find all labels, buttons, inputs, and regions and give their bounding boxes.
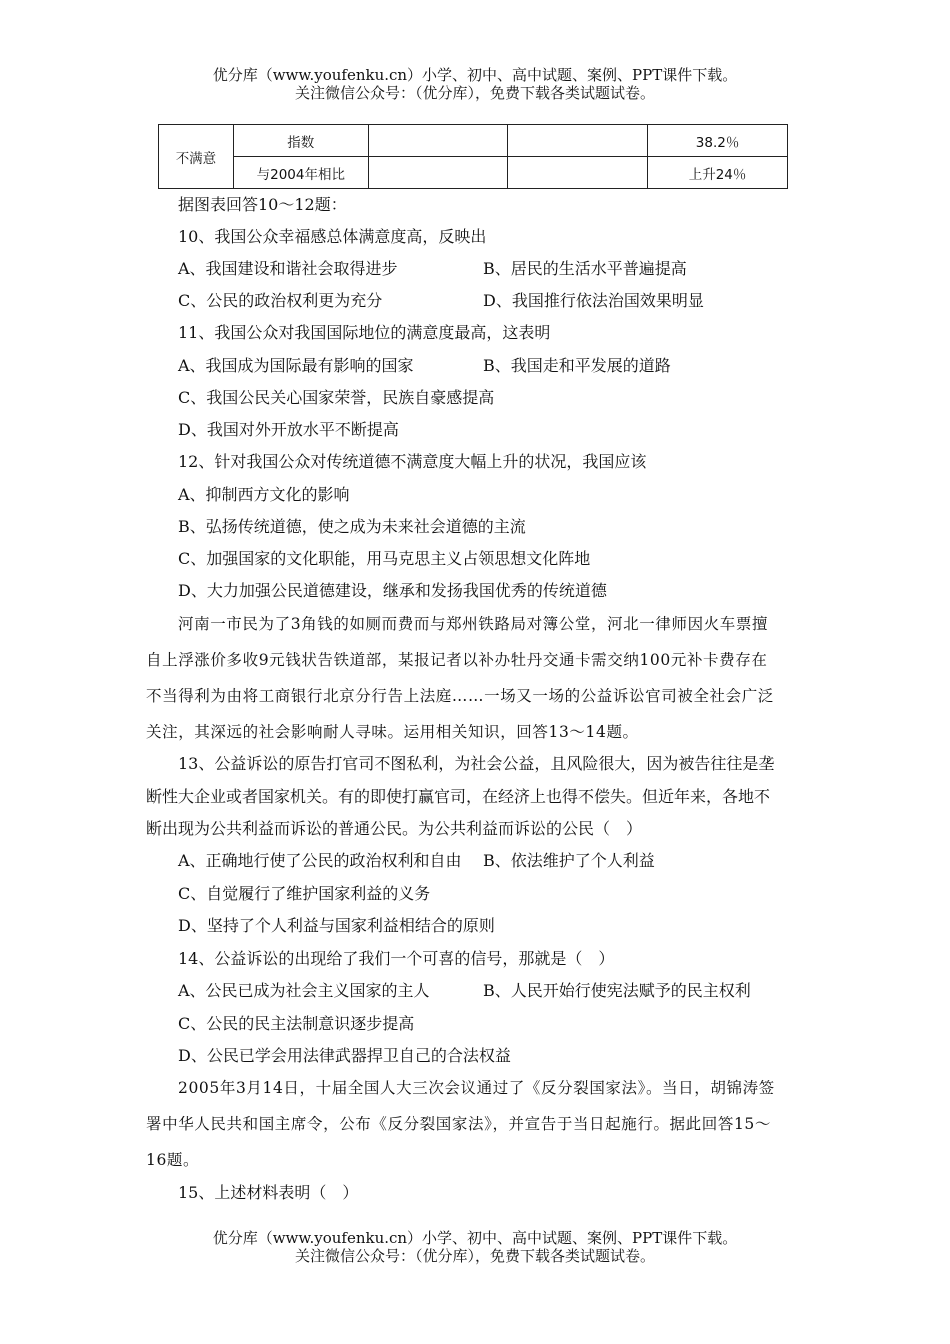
option-10b: B、居民的生活水平普遍提高 (483, 259, 687, 278)
header-line-1: 优分库（www.youfenku.cn）小学、初中、高中试题、案例、PPT课件下载。 (212, 66, 738, 84)
material-2-line-1: 2005年3月14日，十届全国人大三次会议通过了《反分裂国家法》。当日，胡锦涛签 (178, 1079, 775, 1097)
option-12d: D、大力加强公民道德建设，继承和发扬我国优秀的传统道德 (178, 581, 607, 600)
option-11b: B、我国走和平发展的道路 (483, 356, 671, 375)
question-15: 15、上述材料表明（ ） (178, 1183, 359, 1202)
footer-line-1: 优分库（www.youfenku.cn）小学、初中、高中试题、案例、PPT课件下载。 (212, 1229, 738, 1247)
material-1-line-1: 河南一市民为了3角钱的如厕而费而与郑州铁路局对簿公堂，河北一律师因火车票擅 (178, 615, 769, 633)
group-label-cell: 不满意 (159, 125, 234, 189)
table-row (159, 157, 788, 189)
question-10: 10、我国公众幸福感总体满意度高，反映出 (178, 227, 487, 246)
question-14: 14、公益诉讼的出现给了我们一个可喜的信号，那就是（ ） (178, 949, 615, 968)
value-cell: 上升24％ (648, 157, 788, 189)
empty-cell (368, 125, 508, 157)
page-header (0, 66, 950, 102)
option-12b: B、弘扬传统道德，使之成为未来社会道德的主流 (178, 517, 526, 536)
question-11: 11、我国公众对我国国际地位的满意度最高，这表明 (178, 323, 551, 342)
option-11a: A、我国成为国际最有影响的国家 (178, 356, 414, 375)
empty-cell (508, 157, 648, 189)
option-14c: C、公民的民主法制意识逐步提高 (178, 1014, 415, 1033)
question-13-line-2: 断性大企业或者国家机关。有的即使打赢官司，在经济上也得不偿失。但近年来，各地不 (146, 787, 771, 806)
option-10c: C、公民的政治权利更为充分 (178, 291, 383, 310)
material-2-line-3: 16题。 (146, 1151, 200, 1169)
option-13a: A、正确地行使了公民的政治权利和自由 (178, 851, 462, 870)
question-13-line-3: 断出现为公共利益而诉讼的普通公民。为公共利益而诉讼的公民（ ） (146, 819, 643, 838)
page-footer (0, 1229, 950, 1265)
footer-line-2: 关注微信公众号：（优分库），免费下载各类试题试卷。 (294, 1247, 655, 1265)
question-12: 12、针对我国公众对传统道德不满意度大幅上升的状况，我国应该 (178, 452, 647, 471)
option-14b: B、人民开始行使宪法赋予的民主权利 (483, 981, 751, 1000)
option-10d: D、我国推行依法治国效果明显 (483, 291, 704, 310)
option-13c: C、自觉履行了维护国家利益的义务 (178, 884, 431, 903)
value-cell: 38.2％ (648, 125, 788, 157)
material-2-line-2: 署中华人民共和国主席令，公布《反分裂国家法》，并宣告于当日起施行。据此回答15～ (146, 1115, 771, 1133)
option-14a: A、公民已成为社会主义国家的主人 (178, 981, 430, 1000)
material-1-line-2: 自上浮涨价多收9元钱状告铁道部，某报记者以补办牡丹交通卡需交纳100元补卡费存在 (146, 651, 768, 669)
option-10a: A、我国建设和谐社会取得进步 (178, 259, 398, 278)
intro-line: 据图表回答10～12题： (178, 195, 347, 214)
survey-table (158, 124, 788, 189)
option-12c: C、加强国家的文化职能，用马克思主义占领思想文化阵地 (178, 549, 591, 568)
row-label-cell: 指数 (233, 125, 368, 157)
empty-cell (508, 125, 648, 157)
row-label-cell: 与2004年相比 (233, 157, 368, 189)
option-14d: D、公民已学会用法律武器捍卫自己的合法权益 (178, 1046, 511, 1065)
option-13b: B、依法维护了个人利益 (483, 851, 655, 870)
material-1-line-3: 不当得利为由将工商银行北京分行告上法庭……一场又一场的公益诉讼官司被全社会广泛 (146, 687, 774, 705)
option-12a: A、抑制西方文化的影响 (178, 485, 350, 504)
material-1-line-4: 关注，其深远的社会影响耐人寻味。运用相关知识，回答13～14题。 (146, 723, 639, 741)
table-row (159, 125, 788, 157)
question-13-line-1: 13、公益诉讼的原告打官司不图私利，为社会公益，且风险很大，因为被告往往是垄 (178, 754, 775, 773)
option-13d: D、坚持了个人利益与国家利益相结合的原则 (178, 916, 495, 935)
option-11d: D、我国对外开放水平不断提高 (178, 420, 399, 439)
option-11c: C、我国公民关心国家荣誉，民族自豪感提高 (178, 388, 495, 407)
empty-cell (368, 157, 508, 189)
header-line-2: 关注微信公众号：（优分库），免费下载各类试题试卷。 (294, 84, 655, 102)
